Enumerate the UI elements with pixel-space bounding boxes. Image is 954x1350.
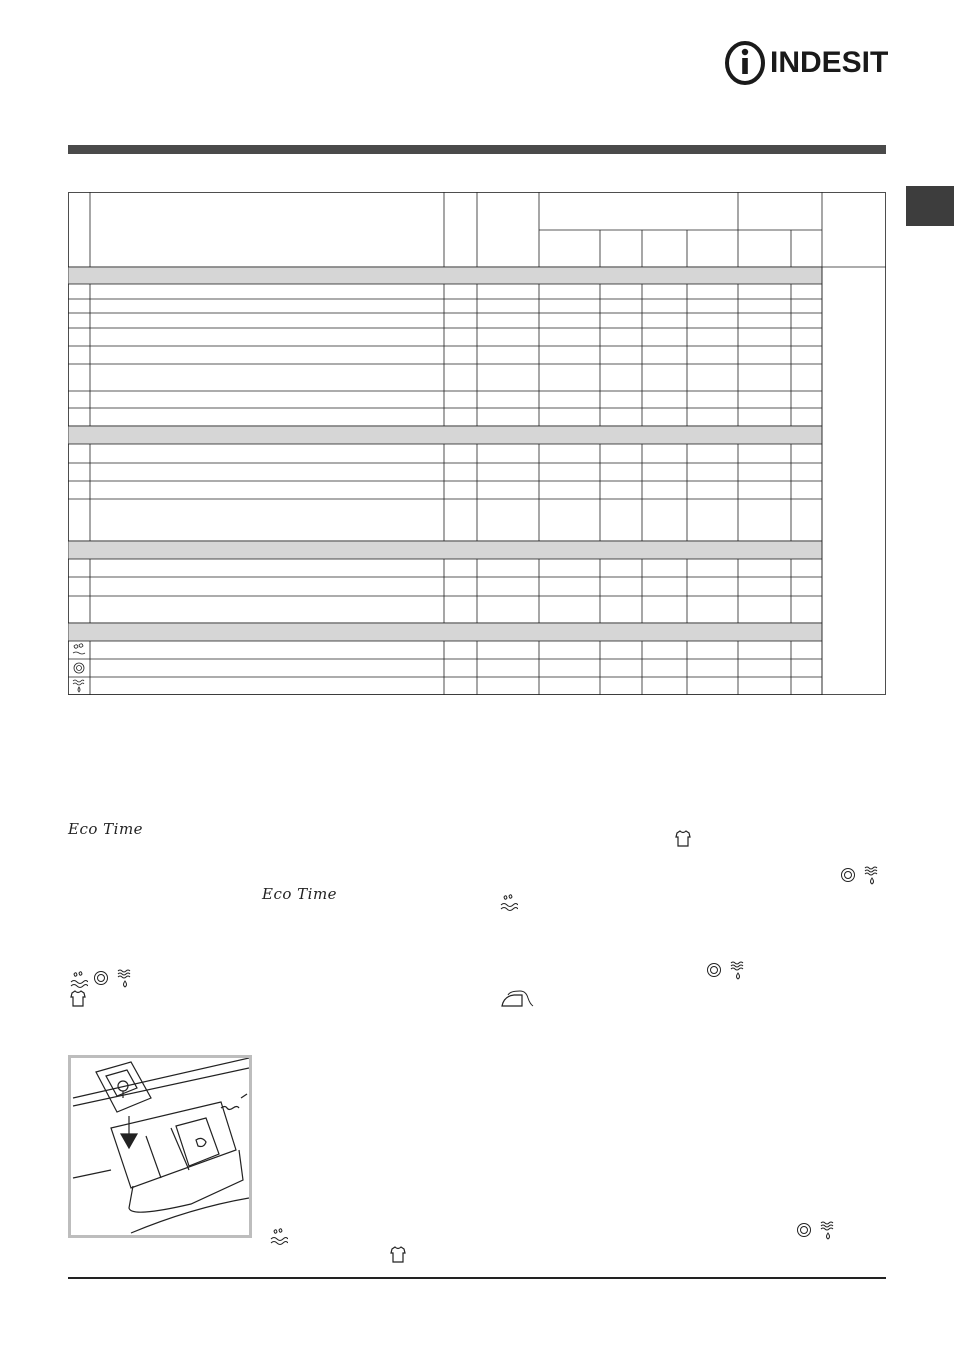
programme-table	[68, 192, 886, 695]
section-band-1	[68, 267, 822, 284]
brand-logo	[724, 40, 889, 86]
drain-icon	[863, 865, 881, 892]
logo-i-icon	[724, 40, 766, 86]
detergent-drawer-illustration	[71, 1058, 249, 1235]
section-band-2	[68, 426, 822, 444]
section-band-4	[68, 623, 822, 641]
iron-icon	[500, 990, 534, 1015]
drain-icon	[819, 1220, 837, 1247]
header-rule	[68, 145, 886, 154]
detergent-drawer-figure	[68, 1055, 252, 1238]
spin-icon	[93, 970, 109, 991]
section-band-3	[68, 541, 822, 559]
spin-icon	[796, 1222, 812, 1243]
spin-icon	[840, 867, 856, 888]
spin-icon	[74, 663, 84, 673]
drain-icon	[729, 960, 747, 987]
ecotime-logo-2: Eco Time	[262, 885, 338, 903]
drain-icon	[73, 680, 84, 692]
brand-name: INDESIT	[770, 46, 889, 79]
shirt-icon	[70, 990, 86, 1013]
shirt-icon	[675, 830, 691, 853]
rinse-icon	[73, 644, 85, 654]
language-tab	[906, 186, 954, 226]
shirt-icon	[390, 1246, 406, 1269]
drain-icon	[116, 968, 134, 995]
footer-rule	[68, 1277, 886, 1279]
ecotime-logo-1: Eco Time	[68, 820, 144, 838]
rinse-icon	[270, 1227, 288, 1252]
spin-icon	[706, 962, 722, 983]
rinse-icon	[500, 893, 518, 918]
